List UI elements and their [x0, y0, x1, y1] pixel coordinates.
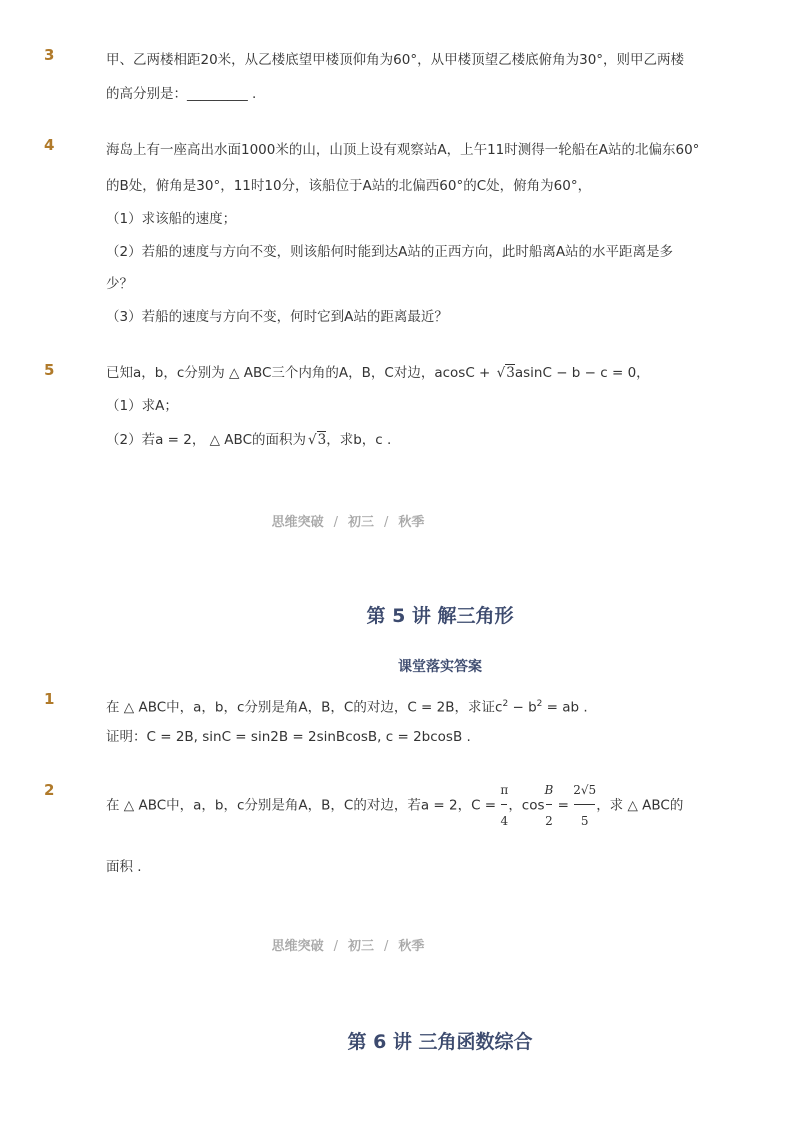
lecture-title: 第 6 讲 三角函数综合 — [347, 1031, 533, 1053]
problem-5-text-b: asinC − b − c = 0， — [514, 365, 650, 381]
answer-1-text-a: 在 △ ABC中，a，b，c分别是角A，B，C的对边，C = 2B，求证c — [106, 699, 503, 716]
problem-number: 4 — [44, 136, 55, 154]
sqrt-symbol: √3 — [308, 432, 327, 448]
fraction-2sqrt5-over-5 — [573, 780, 596, 831]
page-footer — [0, 511, 696, 530]
equals-sign: = — [553, 797, 574, 814]
problem-5-part-2-text-b: ，求b，c . — [326, 432, 392, 448]
footer-season: 秋季 — [398, 939, 425, 954]
footer-brand: 思维突破 — [271, 515, 324, 530]
problem-number: 5 — [44, 361, 55, 379]
sqrt-radicand: 3 — [317, 432, 327, 448]
answer-2-text-b: ，求 △ ABC的 — [596, 797, 684, 814]
answer-2-text-a: 在 △ ABC中，a，b，c分别是角A，B，C的对边，若a = 2，C = — [106, 797, 501, 814]
problem-5-part-2-text-a: （2）若a = 2， △ ABC的面积为 — [106, 432, 306, 448]
fraction-denominator: 4 — [500, 814, 509, 828]
answer-1-text-m: − b — [508, 699, 537, 716]
problem-5-part-2 — [106, 430, 391, 450]
page-footer — [0, 935, 696, 954]
fraction-numerator: 2√5 — [573, 783, 597, 797]
answer-2-text-m: ，cos — [508, 797, 545, 814]
answer-2-line-1 — [106, 780, 683, 831]
problem-5-line-1 — [106, 363, 650, 383]
superscript: 2 — [502, 699, 509, 709]
footer-separator: / — [384, 515, 389, 530]
problem-4-part-2-cont: 少？ — [106, 276, 133, 292]
problem-3-line-2: 的高分别是：_________ . — [106, 86, 257, 102]
problem-4-line-2: 的B处，俯角是30°，11时10分，该船位于A站的北偏西60°的C处，俯角为60°， — [106, 178, 592, 194]
footer-grade: 初三 — [347, 515, 374, 530]
fraction-pi-over-4 — [500, 780, 508, 831]
fraction-numerator: π — [500, 783, 509, 797]
problem-4-part-3: （3）若船的速度与方向不变，何时它到A站的距离最近？ — [106, 309, 448, 325]
sqrt-symbol: √3 — [496, 365, 515, 381]
fraction-denominator: 5 — [580, 814, 589, 828]
answer-2-line-2: 面积 . — [106, 859, 142, 875]
footer-separator: / — [384, 939, 389, 954]
answer-1-line-1 — [106, 694, 588, 718]
problem-5-text-a: 已知a，b，c分别为 △ ABC三个内角的A，B，C对边，acosC + — [106, 365, 495, 381]
answer-number: 2 — [44, 781, 55, 799]
fraction-b-over-2 — [545, 780, 554, 831]
footer-season: 秋季 — [398, 515, 425, 530]
lecture-title: 第 5 讲 解三角形 — [366, 605, 514, 627]
fraction-denominator: 2 — [545, 814, 553, 828]
problem-5-part-1: （1）求A； — [106, 398, 178, 414]
problem-4-part-1: （1）求该船的速度； — [106, 211, 237, 227]
superscript: 2 — [536, 699, 543, 709]
answer-1-proof: 证明：C = 2B, sinC = sin2B = 2sinBcosB, c = 2bcosB . — [106, 729, 471, 745]
footer-separator: / — [333, 939, 338, 954]
problem-number: 3 — [44, 46, 55, 64]
footer-separator: / — [333, 515, 338, 530]
section-subtitle: 课堂落实答案 — [398, 659, 482, 675]
problem-4-part-2: （2）若船的速度与方向不变，则该船何时能到达A站的正西方向，此时船离A站的水平距离是多 — [106, 244, 674, 260]
footer-grade: 初三 — [347, 939, 374, 954]
answer-1-text-b: = ab . — [542, 699, 588, 716]
answer-number: 1 — [44, 690, 55, 708]
sqrt-radicand: 3 — [506, 365, 515, 381]
problem-3-line-1: 甲、乙两楼相距20米，从乙楼底望甲楼顶仰角为60°，从甲楼顶望乙楼底俯角为30°，则甲乙两楼 — [106, 52, 685, 68]
problem-4-line-1: 海岛上有一座高出水面1000米的山，山顶上设有观察站A，上午11时测得一轮船在A站的北偏东60° — [106, 142, 700, 158]
footer-brand: 思维突破 — [271, 939, 324, 954]
fraction-numerator: B — [544, 783, 554, 797]
